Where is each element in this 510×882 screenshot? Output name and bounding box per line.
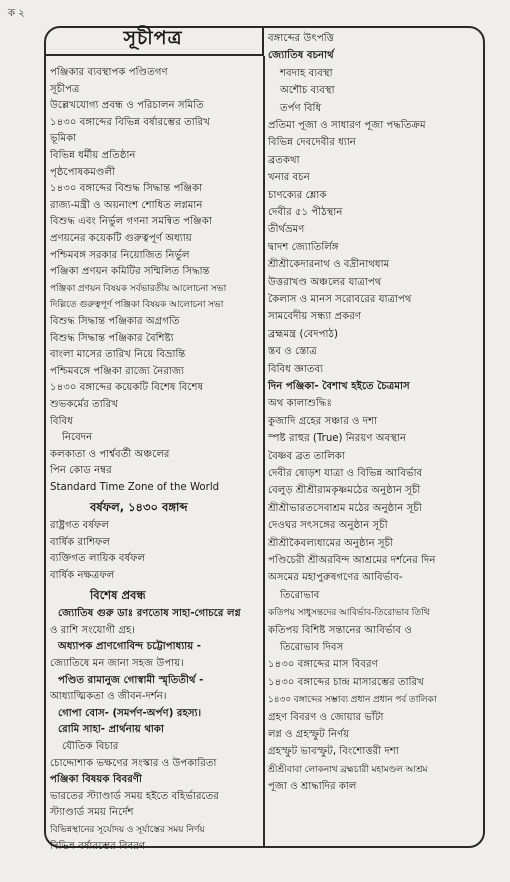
right_column-entry: কতিপয় সাধুসন্তদের আবির্ভাব-তিরোভাব তিথি	[268, 607, 430, 619]
left_column-entry: জ্যোতিষে মন জানা সহজ উপায়।	[50, 658, 184, 669]
left_column-entry: বিবিধ	[50, 415, 73, 427]
left_column-entry: ভারতের স্ট্যাণ্ডার্ড সময় হইতে বহির্ভারতের	[50, 790, 219, 802]
right_column-entry: ব্রতকথা	[268, 154, 300, 166]
right_column-entry: দিন পঞ্জিকা- বৈশাখ হইতে চৈত্রমাস	[268, 381, 410, 392]
left_column-entry: নিবেদন	[62, 432, 93, 444]
right_column-entry: স্তব ও স্তোত্র	[268, 346, 317, 358]
left_column-entry: বিশুদ্ধ সিদ্ধান্ত পঞ্জিকার অগ্রগতি	[50, 316, 180, 327]
right_column-entry: লগ্ন ও গ্রহস্ফুট নির্ণয়	[268, 729, 350, 740]
left_column-entry: পঞ্জিকা প্রণয়ন বিষয়ক সর্বভারতীয় আলোচনা সভা	[50, 282, 227, 294]
left_column-entry: রাষ্ট্রগত বর্ষফল	[50, 520, 109, 532]
left_column-entry: আধ্যাত্মিকতা ও জীবন-দর্শন।	[50, 691, 167, 703]
left_column-entry: পঞ্জিকার ব্যবস্থাপক পণ্ডিতগণ	[50, 67, 168, 78]
left_column-entry: বার্ষিক রাশিফল	[50, 536, 111, 548]
left_column-entry: বিভিন্নস্থানের সূর্যোদয় ও সূর্যাস্তের সময় নির্ণয়	[50, 824, 205, 835]
left_column-entry: কলকাতা ও পার্শ্ববর্তী অঞ্চলের	[50, 448, 170, 460]
left_column-entry: বিভিন্ন ধর্মীয় প্রতিষ্ঠান	[50, 150, 136, 161]
right_column-entry: চাণক্যের শ্লোক	[268, 189, 327, 201]
left_column-entry: বিভিন্ন বর্ষারম্ভের বিবরণ	[50, 840, 145, 852]
left_column-entry: প্রণয়নের কয়েকটি গুরুত্বপূর্ণ অধ্যায়	[50, 233, 192, 244]
left_column-entry: অধ্যাপক প্রাণগোবিন্দ চট্টোপাধ্যায় -	[58, 641, 202, 653]
column-divider	[263, 56, 265, 848]
left_column-entry: পঞ্জিকা প্রণয়ন কমিটির সম্মিলিত সিদ্ধান্ত	[50, 266, 210, 278]
title-box	[44, 26, 264, 56]
left_column-entry: ভূমিকা	[50, 133, 77, 145]
right_column-entry: দেওঘর সৎসঙ্গের অনুষ্ঠান সূচী	[268, 520, 388, 532]
right_column-entry: ১৪৩০ বঙ্গাব্দের চান্দ্র মাসারম্ভের তারিখ	[268, 676, 424, 688]
right_column-entry: দ্বাদশ জ্যোতির্লিঙ্গ	[268, 241, 339, 253]
right_column-entry: ১৪৩০ বঙ্গাব্দের মাস বিবরণ	[268, 659, 378, 671]
left_column-entry: সূচীপত্র	[50, 83, 80, 95]
right_column-entry: প্রতিমা পূজা ও সাধারণ পূজা পদ্ধতিক্রম	[268, 120, 426, 131]
page-title: সূচীপত্র	[123, 27, 183, 49]
left_column-entry: রাজ্য-মন্ত্রী ও অয়নাংশ শোধিত লগ্নমান	[50, 199, 203, 211]
left_column-entry: পিন কোড নম্বর	[50, 465, 112, 477]
right_column-entry: শ্রীশ্রীভারতসেবাশ্রম মঠের অনুষ্ঠান সূচী	[268, 502, 422, 514]
right_column-entry: বিবিধ জ্ঞাতব্য	[268, 363, 324, 375]
right_column-entry: দেবীর ষোড়শ যাত্রা ও বিভিন্ন আবির্ভাব	[268, 468, 423, 479]
left_column-entry: পশ্চিমবঙ্গ সরকার নিয়োজিত নির্ভুল	[50, 249, 190, 261]
right_column-entry: অথ কালাশুদ্ধিঃ	[268, 398, 332, 410]
right_column-entry: গ্রহস্ফুট ভাবস্ফুট, বিংশোত্তরী দশা	[268, 746, 399, 758]
left_column-entry: দিল্লিতে গুরুত্বপূর্ণ পঞ্জিকা বিষয়ক আলোচনা সভা	[50, 299, 224, 311]
left_column-entry: পশ্চিমবঙ্গে পঞ্জিকা রাজ্যে নৈরাজ্য	[50, 365, 184, 377]
left_column-entry: ১৪৩০ বঙ্গাব্দের বিশুদ্ধ সিদ্ধান্ত পঞ্জিকা	[50, 183, 203, 195]
right_column-entry: গ্রহণ বিবরণ ও জোয়ার ভাঁটা	[268, 711, 384, 723]
left_column-entry: উল্লেখযোগ্য প্রবন্ধ ও পরিচালন সমিতি	[50, 100, 204, 112]
left_column-entry: ব্যক্তিগত লায়িক বর্ষফল	[50, 553, 146, 565]
left_column-entry: বিশুদ্ধ এবং নির্ভুল গণনা সমন্বিত পঞ্জিকা	[50, 216, 212, 228]
right_column-entry: তিরোভাব	[280, 589, 320, 601]
left_column-entry: পৃষ্ঠপোষকমণ্ডলী	[50, 166, 116, 178]
left_column-entry: পঞ্জিকা বিষয়ক বিবরণী	[50, 774, 142, 786]
left_column-entry: ১৪৩০ বঙ্গাব্দের কয়েকটি বিশেষ বিশেষ	[50, 382, 204, 394]
right_column-entry: বৈষ্ণব ব্রত তালিকা	[268, 450, 345, 462]
right_column-entry: দেবীর ৫১ পীঠস্থান	[268, 207, 343, 218]
left_column-entry: বিশুদ্ধ সিদ্ধান্ত পঞ্জিকার বৈশিষ্ট্য	[50, 332, 174, 344]
right_column-entry: কৈলাস ও মানস সরোবরের যাত্রাপথ	[268, 294, 412, 305]
right_column-entry: সামবেদীয় সন্ধ্যা প্রকরণ	[268, 311, 362, 323]
right_column-entry: পণ্ডিচেরী শ্রীঅরবিন্দ আশ্রমের দর্শনের দিন	[268, 555, 436, 566]
right_column-entry: স্পষ্ট রাহুর (True) নিরয়ণ অবস্থান	[268, 433, 407, 445]
page-number: ক ২	[8, 8, 25, 19]
right_column-entry: শ্রীশ্রীকেদারনাথ ও বদ্রীনাথধাম	[268, 259, 390, 271]
right_column-entry: অশৌচ ব্যবস্থা	[280, 85, 335, 97]
right_column-entry: শবদাহ ব্যবস্থা	[280, 67, 333, 79]
right_column-entry: শ্রীশ্রীবাবা লোকনাথ ব্রহ্মচারী মহামণ্ডল আশ্রম	[268, 763, 428, 775]
left_column-entry: বিশেষ প্রবন্ধ	[90, 587, 146, 602]
right_column-entry: কুজাদি গ্রহের সঞ্চার ও দশা	[268, 415, 378, 427]
left_column-entry: Standard Time Zone of the World	[50, 482, 220, 493]
left_column-entry: ও রাশি সংযোগী গ্রহ।	[50, 624, 135, 636]
right_column-entry: উত্তরাখণ্ড অঞ্চলের যাত্রাপথ	[268, 276, 382, 288]
right_column-entry: তর্পণ বিধি	[280, 102, 322, 114]
right_column-entry: শ্রীশ্রীকৈবল্যধামের অনুষ্ঠান সূচী	[268, 537, 394, 549]
left_column-entry: ১৪৩০ বঙ্গাব্দের বিভিন্ন বর্ষারম্ভের তারিখ	[50, 116, 210, 128]
left_column-entry: শুভকর্মের তারিখ	[50, 399, 118, 410]
right_column-entry: ১৪৩০ বঙ্গাব্দের সম্ভাব্য প্রধান প্রধান পর্ব তালিকা	[268, 694, 437, 706]
right_column-entry: পূজা ও শ্রাদ্ধাদির কাল	[268, 781, 357, 793]
right_column-entry: বিভিন্ন দেবদেবীর ধ্যান	[268, 137, 356, 149]
right_column-entry: জ্যোতিষ বচনার্থ	[268, 50, 334, 62]
left_column-entry: স্ট্যাণ্ডার্ড সময় নির্দেশ	[50, 807, 134, 819]
left_column-entry: জ্যোতিষ গুরু ডাঃ রণতোষ সাহা-গোচরে লগ্ন	[58, 608, 241, 620]
left_column-entry: রোমি সাহা- প্রার্থনায় থাকা	[58, 724, 164, 736]
right_column-entry: ব্রহ্মমন্ত্র (বেদপাঠ)	[268, 328, 338, 340]
right_column-entry: বঙ্গাব্দের উৎপত্তি	[268, 33, 334, 44]
right_column-entry: বেলুড় শ্রীশ্রীরামকৃষ্ণমঠের অনুষ্ঠান সূচী	[268, 485, 421, 497]
left_column-entry: পণ্ডিত রামানুজ গোস্বামী স্মৃতিতীর্থ -	[58, 674, 204, 686]
right_column-entry: কতিপয় বিশিষ্ট সন্তানের আবির্ভাব ও	[268, 624, 412, 636]
left_column-entry: বার্ষিক নক্ষত্রফল	[50, 570, 115, 581]
left_column-entry: যৌতিক বিচার	[62, 741, 119, 752]
left_column-entry: বাংলা মাসের তারিখ নিয়ে বিভ্রান্তি	[50, 349, 186, 361]
left_column-entry: বর্ষফল, ১৪৩০ বঙ্গাব্দ	[90, 499, 188, 514]
right_column-entry: খনার বচন	[268, 172, 310, 184]
right_column-entry: তিরোভাব দিবস	[280, 642, 344, 653]
right_column-entry: অসমের মহাপুরুষগণের আবির্ভাব-	[268, 572, 403, 584]
left_column-entry: গোপা বোস- (সমর্পণ-অর্পণ) রহস্য।	[58, 707, 202, 719]
right_column-entry: তীর্থভ্রমণ	[268, 224, 305, 236]
left_column-entry: চোদ্দোশাক ভক্ষণের সংস্কার ও উপকারিতা	[50, 757, 217, 769]
